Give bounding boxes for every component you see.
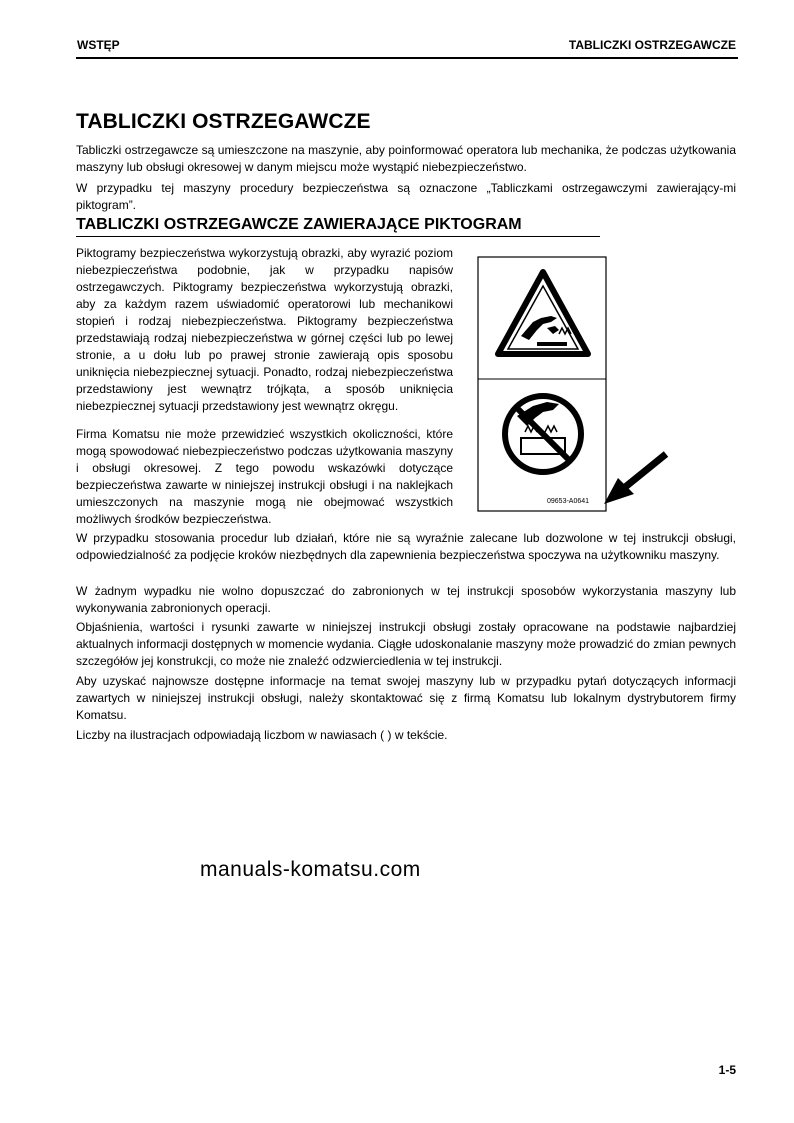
section-rule <box>76 236 600 237</box>
figure-code: 09653-A0641 <box>547 498 590 505</box>
intro-paragraph-1: Tabliczki ostrzegawcze są umieszczone na maszynie, aby poinformować operatora lub mechanika, że podczas użytkowania maszyny lub obsługi okresowej w danym miejscu może wystąpić niebezpieczeństwo. <box>76 143 736 174</box>
watermark: manuals-komatsu.com <box>200 858 421 881</box>
body-paragraph-5: Liczby na ilustracjach odpowiadają liczbom w nawiasach ( ) w tekście. <box>76 728 448 742</box>
body-paragraph-2: W żadnym wypadku nie wolno dopuszczać do zabronionych w tej instrukcji sposobów wykorzystania maszyny lub wykonywania zabronionych operacji. <box>76 584 736 615</box>
pictogram-paragraph-2: Firma Komatsu nie może przewidzieć wszystkich okoliczności, które mogą spowodować niebezpieczeństwo podczas użytkowania maszyny i obsługi okresowej. Z tego powodu wskazówki dotyczące bezpieczeństwa zawarte w niniejszej instrukcji obsługi i na naklejkach umieszczonych na maszynie mogą nie obejmować wszystkich możliwych środków bezpieczeństwa. <box>76 427 453 526</box>
page-number: 1-5 <box>718 1063 736 1077</box>
header-rule <box>76 57 738 59</box>
safety-label-figure <box>477 256 607 512</box>
header-section: WSTĘP <box>77 38 120 52</box>
header-chapter: TABLICZKI OSTRZEGAWCZE <box>568 38 736 52</box>
prohibition-circle-icon <box>505 396 581 472</box>
arrow-icon <box>600 450 670 506</box>
body-paragraph-4: Aby uzyskać najnowsze dostępne informacje na temat swojej maszyny lub w przypadku pytań dotyczących informacji zawartych w niniejszej instrukcji obsługi, należy skontaktować się z firmą Komatsu lub lokalnym dystrybutorem firmy Komatsu. <box>76 674 736 722</box>
section-title: TABLICZKI OSTRZEGAWCZE ZAWIERAJĄCE PIKTOGRAM <box>76 216 522 233</box>
page-title: TABLICZKI OSTRZEGAWCZE <box>76 110 371 133</box>
body-paragraph-1: W przypadku stosowania procedur lub działań, które nie są wyraźnie zalecane lub dozwolone w tej instrukcji obsługi, odpowiedzialność za podjęcie kroków niezbędnych dla zapewnienia bezpieczeństwa spoczywa na użytkowniku maszyny. <box>76 531 736 562</box>
body-paragraph-3: Objaśnienia, wartości i rysunki zawarte w niniejszej instrukcji obsługi zostały opracowane na podstawie najbardziej aktualnych informacji dostępnych w momencie wydania. Ciągłe udoskonalanie maszyny może prowadzić do zmian pewnych szczegółów jej konstrukcji, co może nie znaleźć odzwierciedlenia w tej instrukcji. <box>76 620 736 668</box>
pictogram-paragraph-1: Piktogramy bezpieczeństwa wykorzystują obrazki, aby wyrazić poziom niebezpieczeństwa podobnie, jak w przypadku napisów ostrzegawczych. Piktogramy bezpieczeństwa wykorzystują obrazki, aby za każdym razem uświadomić operatorowi lub mechanikowi stopień i rodzaj niebezpieczeństwa. Piktogramy bezpieczeństwa przedstawiają rodzaj niebezpieczeństwa w górnej części lub po lewej stronie, a u dołu lub po prawej stronie zawierają opis sposobu uniknięcia niebezpiecznej sytuacji. Ponadto, rodzaj niebezpieczeństwa przedstawiony jest wewnątrz trójkąta, a sposób uniknięcia niebezpiecznej sytuacji przedstawiony jest wewnątrz okręgu. <box>76 246 453 413</box>
intro-paragraph-2: W przypadku tej maszyny procedury bezpieczeństwa są oznaczone „Tabliczkami ostrzegawczymi zawierający-mi piktogram”. <box>76 181 736 212</box>
